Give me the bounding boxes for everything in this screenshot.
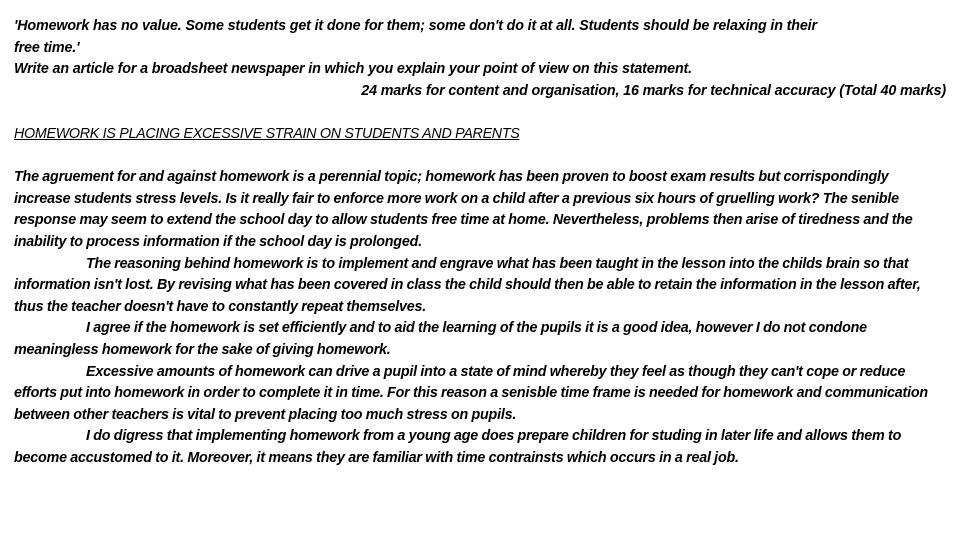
task-instruction: Write an article for a broadsheet newspaper in which you explain your point of view on this statement. xyxy=(14,61,692,78)
exam-task xyxy=(14,16,946,102)
article-heading: HOMEWORK IS PLACING EXCESSIVE STRAIN ON STUDENTS AND PARENTS xyxy=(14,125,520,142)
document-page xyxy=(14,16,946,469)
article-body xyxy=(14,167,946,469)
article-paragraph-2: The reasoning behind homework is to implement and engrave what has been taught in the lesson into the childs brain so that information isn't lost. By revising what has been covered in class the child should then be able to retain the information in the lesson after, thus the teacher doesn't have to constantly repeat themselves. xyxy=(14,255,921,315)
article-paragraph-1: The agruement for and against homework is a perennial topic; homework has been proven to boost exam results but corrispondingly increase students stress levels. Is it really fair to enforce more work on a child after a previous six hours of gruelling work? The senible response may seem to extend the school day to allow students free time at home. Nevertheless, problems then arise of tiredness and the inability to process information if the school day is prolonged. xyxy=(14,169,913,250)
task-quote-line-1: 'Homework has no value. Some students get it done for them; some don't do it at all. Students should be relaxing in their xyxy=(14,18,817,34)
article-paragraph-5: I do digress that implementing homework from a young age does prepare children for studing in later life and allows them to become accustomed to it. Moreover, it means they are familiar with time contrainsts which occurs in a real job. xyxy=(14,428,902,466)
article-paragraph-4: Excessive amounts of homework can drive a pupil into a state of mind whereby they feel as though they can't cope or reduce efforts put into homework in order to complete it in time. For this reason a senisble time frame is needed for homework and communication between other teachers is vital to prevent placing too much stress on pupils. xyxy=(14,363,928,423)
task-quote-line-2: free time.' xyxy=(14,39,80,56)
task-marks: 24 marks for content and organisation, 16 marks for technical accuracy (Total 40 marks) xyxy=(361,82,946,99)
article-paragraph-3: I agree if the homework is set efficiently and to aid the learning of the pupils it is a good idea, however I do not condone meaningless homework for the sake of giving homework. xyxy=(14,320,867,358)
